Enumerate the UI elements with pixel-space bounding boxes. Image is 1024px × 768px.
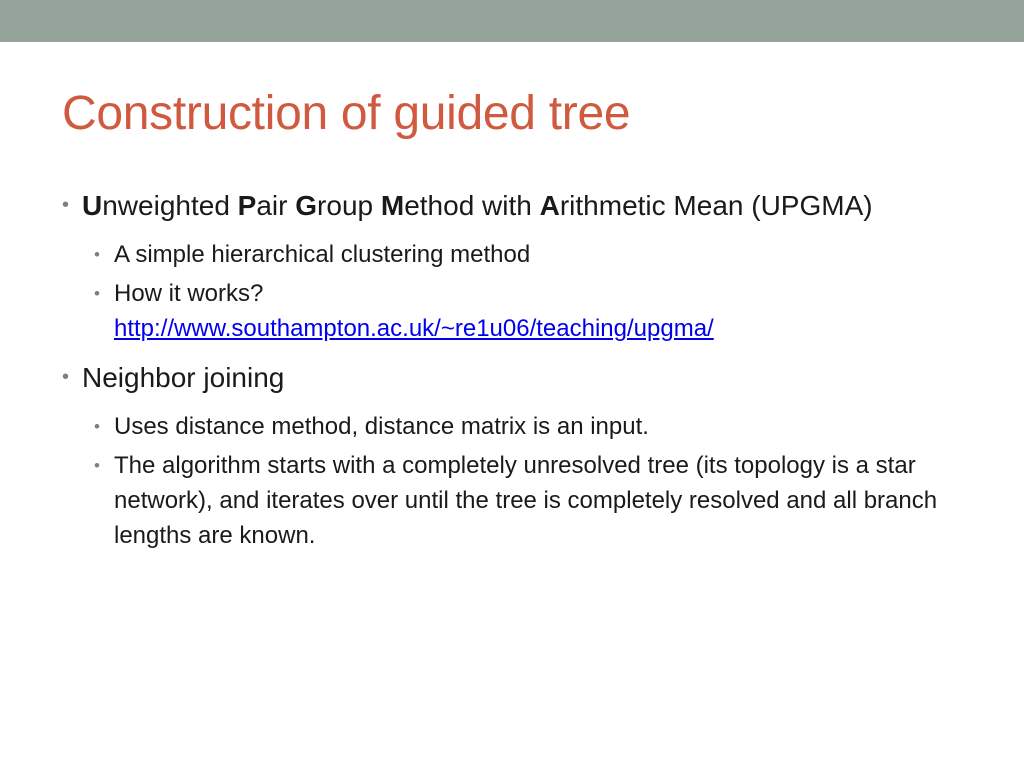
top-accent-bar bbox=[0, 0, 1024, 42]
bullet-upgma bbox=[62, 188, 972, 223]
sub-bullet-icon: • bbox=[94, 456, 100, 475]
word-rest-g: roup bbox=[317, 190, 381, 221]
sub-bullet-icon: • bbox=[94, 245, 100, 264]
word-rest-a: rithmetic Mean (UPGMA) bbox=[559, 190, 873, 221]
bullet-icon: • bbox=[62, 366, 70, 388]
sub-bullet-upgma-description bbox=[62, 237, 972, 272]
neighbor-joining-label: Neighbor joining bbox=[82, 362, 285, 393]
upgma-link[interactable]: http://www.southampton.ac.uk/~re1u06/teaching/upgma/ bbox=[114, 315, 714, 342]
sub-bullet-text: How it works? bbox=[114, 280, 264, 307]
word-rest-u: nweighted bbox=[102, 190, 238, 221]
neighbor-joining-sub-list bbox=[62, 409, 972, 553]
initial-m: M bbox=[380, 190, 405, 221]
initial-u: U bbox=[82, 190, 103, 221]
initial-a: A bbox=[539, 190, 560, 221]
sub-bullet-icon: • bbox=[94, 284, 100, 303]
bullet-neighbor-joining bbox=[62, 360, 972, 395]
sub-bullet-how-it-works bbox=[62, 276, 972, 346]
sub-bullet-algorithm bbox=[62, 448, 972, 553]
sub-bullet-icon: • bbox=[94, 417, 100, 436]
bullet-icon: • bbox=[62, 194, 70, 216]
slide-body bbox=[62, 188, 972, 557]
initial-g: G bbox=[295, 190, 318, 221]
sub-bullet-text: The algorithm starts with a completely unresolved tree (its topology is a star network), and iterates over until the tree is completely resolved and all branch lengths are known. bbox=[114, 452, 938, 549]
sub-bullet-text: Uses distance method, distance matrix is an input. bbox=[114, 413, 649, 440]
slide-title: Construction of guided tree bbox=[62, 87, 631, 140]
spacer bbox=[62, 350, 972, 360]
initial-p: P bbox=[237, 190, 257, 221]
sub-bullet-distance-method bbox=[62, 409, 972, 444]
sub-bullet-text: A simple hierarchical clustering method bbox=[114, 241, 531, 268]
word-rest-m: ethod with bbox=[404, 190, 540, 221]
upgma-text bbox=[82, 190, 873, 221]
upgma-sub-list bbox=[62, 237, 972, 346]
word-rest-p: air bbox=[256, 190, 296, 221]
